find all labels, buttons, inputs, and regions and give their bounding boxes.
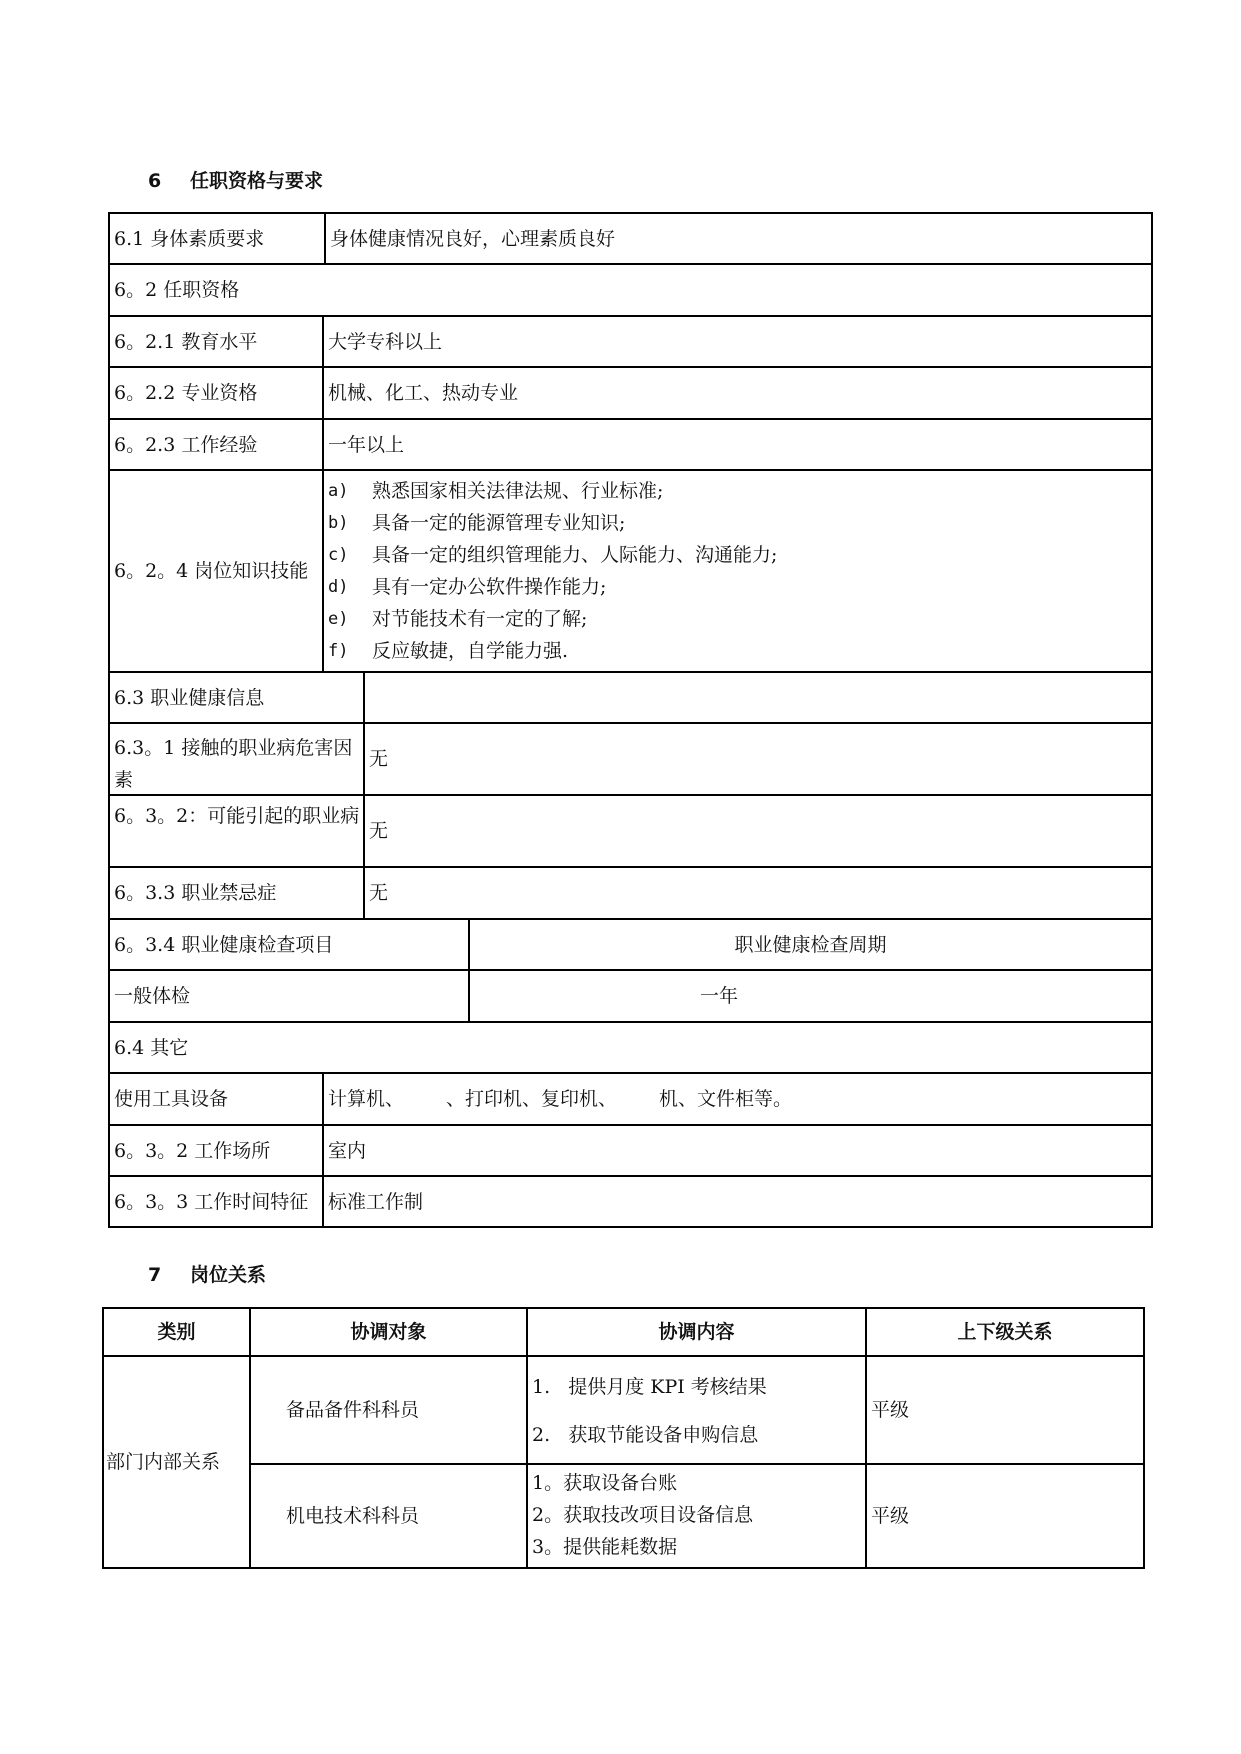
qualification-label: 6。2 任职资格 (114, 279, 240, 301)
physical-requirement-label: 6.1 身体素质要求 (114, 227, 265, 250)
table-row-target: 备品备件科科员 (286, 1399, 420, 1421)
table-row-relation: 平级 (871, 1399, 910, 1421)
health-check-period-header: 职业健康检查周期 (734, 933, 887, 956)
education-value: 大学专科以上 (328, 330, 443, 353)
content-line: 3。提供能耗数据 (532, 1536, 678, 1558)
section-title: 任职资格与要求 (190, 170, 324, 192)
skill-mark: b) (328, 513, 349, 533)
table-row-target: 机电技术科科员 (286, 1505, 420, 1527)
tools-value-part: 机、文件柜等。 (659, 1088, 793, 1110)
worktime-value: 标准工作制 (328, 1190, 424, 1213)
category-cell: 部门内部关系 (106, 1451, 221, 1473)
experience-value: 一年以上 (328, 433, 405, 456)
skill-text: 反应敏捷，自学能力强. (372, 640, 569, 662)
education-label: 6。2.1 教育水平 (114, 330, 258, 353)
skill-mark: e) (328, 609, 349, 629)
section-title: 岗位关系 (190, 1264, 267, 1286)
skill-text: 具备一定的组织管理能力、人际能力、沟通能力; (372, 544, 778, 566)
skill-text: 具有一定办公软件操作能力; (372, 576, 607, 598)
tools-label: 使用工具设备 (114, 1088, 229, 1110)
header-content: 协调内容 (658, 1321, 735, 1343)
table-row-content (528, 1465, 865, 1567)
tools-value-part: 计算机、 (328, 1088, 405, 1110)
skill-text: 具备一定的能源管理专业知识; (372, 512, 626, 534)
content-line: 2。获取技改项目设备信息 (532, 1504, 754, 1526)
skill-mark: d) (328, 577, 349, 597)
skill-mark: f) (328, 641, 349, 661)
health-check-period: 一年 (700, 985, 739, 1007)
skill-mark: c) (328, 545, 349, 565)
professional-label: 6。2.2 专业资格 (114, 382, 258, 404)
skill-text: 熟悉国家相关法律法规、行业标准; (372, 480, 664, 502)
physical-requirement-value: 身体健康情况良好，心理素质良好 (330, 227, 616, 250)
header-target: 协调对象 (350, 1321, 427, 1343)
occupational-disease-value: 无 (369, 820, 389, 842)
content-line: 2. 获取节能设备申购信息 (532, 1424, 759, 1446)
skills-label: 6。2。4 岗位知识技能 (114, 560, 309, 582)
hazard-factors-value: 无 (369, 748, 389, 770)
header-category: 类别 (157, 1321, 196, 1343)
workplace-value: 室内 (328, 1139, 367, 1162)
skill-mark: a) (328, 481, 349, 501)
tools-value-part: 、打印机、复印机、 (446, 1088, 618, 1110)
occupational-disease-label: 6。3。2：可能引起的职业病 (114, 805, 360, 827)
experience-label: 6。2.3 工作经验 (114, 433, 258, 456)
hazard-factors-label: 6.3。1 接触的职业病危害因素 (114, 737, 353, 791)
health-check-item: 一般体检 (114, 985, 191, 1007)
contraindication-value: 无 (369, 882, 389, 904)
table-row-content (528, 1357, 865, 1463)
contraindication-label: 6。3.3 职业禁忌症 (114, 882, 277, 904)
table-row-relation: 平级 (871, 1505, 910, 1527)
other-label: 6.4 其它 (114, 1036, 189, 1059)
professional-value: 机械、化工、热动专业 (328, 382, 519, 404)
worktime-label: 6。3。3 工作时间特征 (114, 1190, 309, 1213)
section-number: 7 (148, 1264, 162, 1286)
health-info-label: 6.3 职业健康信息 (114, 686, 265, 709)
content-line: 1. 提供月度 KPI 考核结果 (532, 1376, 767, 1398)
skill-text: 对节能技术有一定的了解; (372, 608, 588, 630)
workplace-label: 6。3。2 工作场所 (114, 1139, 271, 1162)
section-number: 6 (148, 170, 162, 192)
health-check-items-label: 6。3.4 职业健康检查项目 (114, 933, 334, 956)
content-line: 1。获取设备台账 (532, 1472, 678, 1494)
header-relation: 上下级关系 (957, 1321, 1053, 1343)
